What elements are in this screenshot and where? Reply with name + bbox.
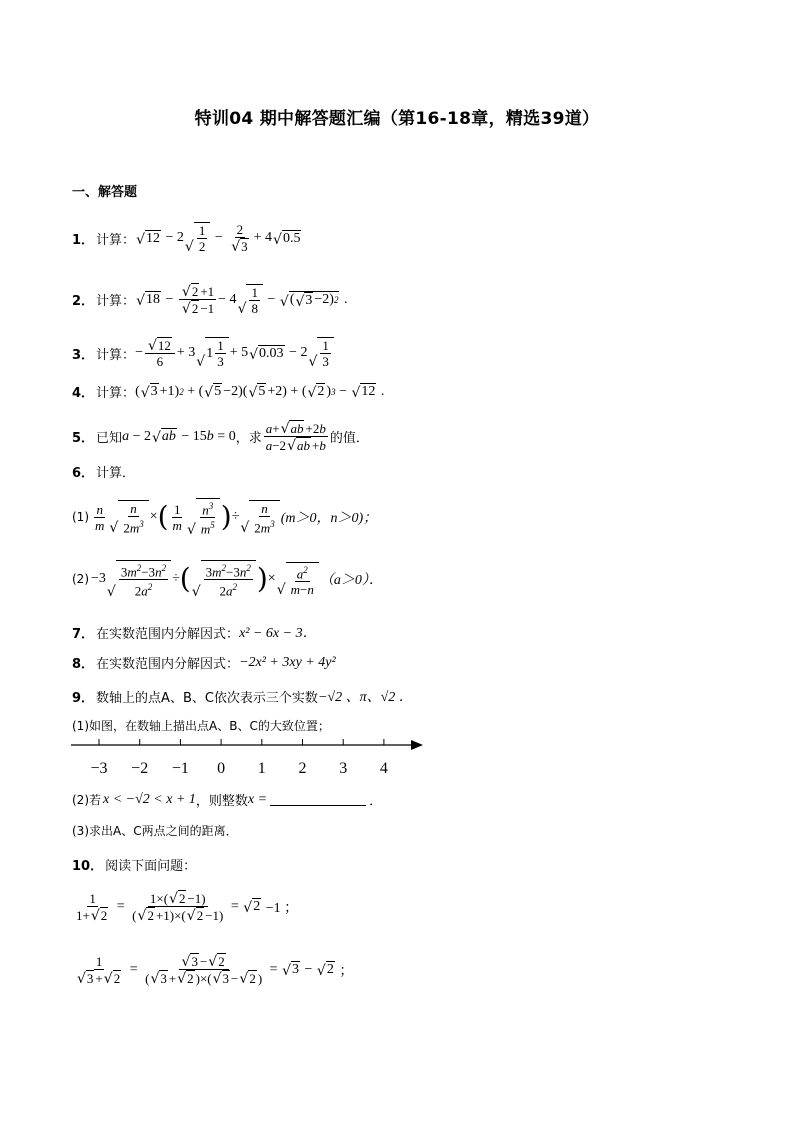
question-10 <box>72 855 196 874</box>
part-text: (3)求出A、C两点之间的距离． <box>72 824 238 838</box>
question-number: 9． <box>72 690 95 706</box>
math-variable: x = <box>247 791 268 807</box>
example-2 <box>72 953 353 986</box>
condition-text: （a＞0）． <box>319 573 383 589</box>
question-number: 6． <box>72 466 95 481</box>
question-9-part-3 <box>72 822 240 839</box>
math-expression: a+ √ ab +2b a−2 √ ab +b <box>265 421 326 454</box>
question-number: 10． <box>72 859 104 874</box>
math-expression: 1 √ 3 + √ 2 = √ 3 − √ 2 ( √ 3 + √ 2 )×( √ 3 − √ 2 ) = √ 3 − √ 2 ； <box>77 953 354 987</box>
tick-label: 4 <box>379 760 388 777</box>
math-expression: $\frac{n}{m}$ √ $\frac{n}{2m^3}$ × ( $\frac{1}{m}$ √ $\frac{n^3}{m^5}$ ) ÷ √ $\frac{n}{2m^3}$ <box>91 498 281 537</box>
number-line-figure <box>68 733 428 779</box>
example-1 <box>72 890 298 923</box>
question-5 <box>72 420 369 453</box>
page-title: 特训04 期中解答题汇编（第16-18章，精选39道） <box>194 109 600 129</box>
question-9-part-2 <box>72 790 382 809</box>
part-text: ，则整数 <box>195 794 248 809</box>
question-lead: 在实数范围内分解因式： <box>96 626 240 642</box>
question-lead: 阅读下面问题： <box>105 859 197 874</box>
math-condition: a − 2 √ ab − 15 b = 0 <box>122 428 236 446</box>
math-expression: − √ 12 6 + 3 √ 1 $\frac{1}{3}$ + 5 √ 0.03 − 2 √ $\frac{1}{3}$ <box>135 337 335 369</box>
math-expression: 1 1+ √ 2 = 1×( √ 2 −1) ( √ 2 +1)×( √ 2 −1) = √ 2 −1 ； <box>76 890 299 924</box>
question-7 <box>72 622 317 642</box>
math-values: −√2 、π、√2 ． <box>317 690 413 705</box>
question-number: 7． <box>72 626 95 642</box>
question-1 <box>72 222 302 254</box>
part-text: (2)若 <box>72 793 101 807</box>
math-expression: √ 18 − √ 2 +1 √ 2 −1 − 4 √ $\frac{1}{8}$ − √ ( √ 3 −2) 2 . <box>136 284 348 317</box>
question-9 <box>72 686 413 706</box>
tick-label: −1 <box>171 760 189 777</box>
question-number: 3． <box>72 347 95 363</box>
section-heading: 一、解答题 <box>72 185 138 200</box>
question-number: 8． <box>72 657 95 672</box>
question-6-part-1 <box>72 498 377 537</box>
part-label: (2) <box>72 572 89 587</box>
arrow-head-icon <box>411 740 423 750</box>
question-9-part-1 <box>72 717 332 734</box>
math-expression: −2x² + 3xy + 4y² <box>239 654 336 670</box>
question-number: 5． <box>72 431 95 446</box>
question-lead: 在实数范围内分解因式： <box>96 657 240 672</box>
question-lead: 计算： <box>96 386 136 401</box>
question-8 <box>72 653 336 672</box>
question-lead: 计算： <box>96 347 136 363</box>
question-3 <box>72 337 335 369</box>
part-label: (1) <box>72 510 89 525</box>
question-6-part-2 <box>72 560 383 599</box>
math-expression: √ 12 − 2 √ $\frac{1}{2}$ − 2 √ 3 + 4 √ 0.5 <box>136 222 301 255</box>
part-text: (1)如图，在数轴上描出点A、B、C的大致位置； <box>72 719 330 733</box>
answer-blank[interactable] <box>270 793 366 806</box>
part-text: ． <box>369 794 383 809</box>
math-expression: ( √ 3 +1) 2 + ( √ 5 −2)( √ 5 +2) + ( √ 2 ) 3 − √ 12 . <box>135 383 385 401</box>
question-6 <box>72 462 135 481</box>
tick-label: −2 <box>131 760 149 777</box>
condition-text: (m＞0，n＞0)； <box>280 511 378 527</box>
tick-label: 3 <box>339 760 348 777</box>
question-lead: 已知 <box>96 431 123 446</box>
question-2 <box>72 283 347 316</box>
question-lead: 计算： <box>96 232 136 248</box>
question-number: 1． <box>72 232 95 248</box>
question-number: 4． <box>72 386 95 401</box>
question-lead: 计算． <box>96 466 136 481</box>
math-expression: −3 √ $\frac{3m^2-3n^2}{2a^2}$ ÷ ( √ $\frac{3m^2-3n^2}{2a^2}$ ) × √ $\frac{a^2}{m-n}$ <box>91 560 320 599</box>
question-number: 2． <box>72 294 95 309</box>
question-lead: 计算： <box>96 294 136 309</box>
tick-label: 0 <box>217 760 226 777</box>
question-text: 的值． <box>329 431 369 446</box>
tick-label: 2 <box>298 760 307 777</box>
question-lead: 数轴上的点A、B、C依次表示三个实数 <box>96 690 318 706</box>
math-expression: x² − 6x − 3． <box>239 626 317 641</box>
tick-label: −3 <box>90 760 108 777</box>
question-4 <box>72 382 384 401</box>
math-inequality: x < −√2 < x + 1 <box>103 791 196 807</box>
tick-label: 1 <box>257 760 266 777</box>
number-line <box>68 733 428 783</box>
question-text: ，求 <box>235 431 262 446</box>
